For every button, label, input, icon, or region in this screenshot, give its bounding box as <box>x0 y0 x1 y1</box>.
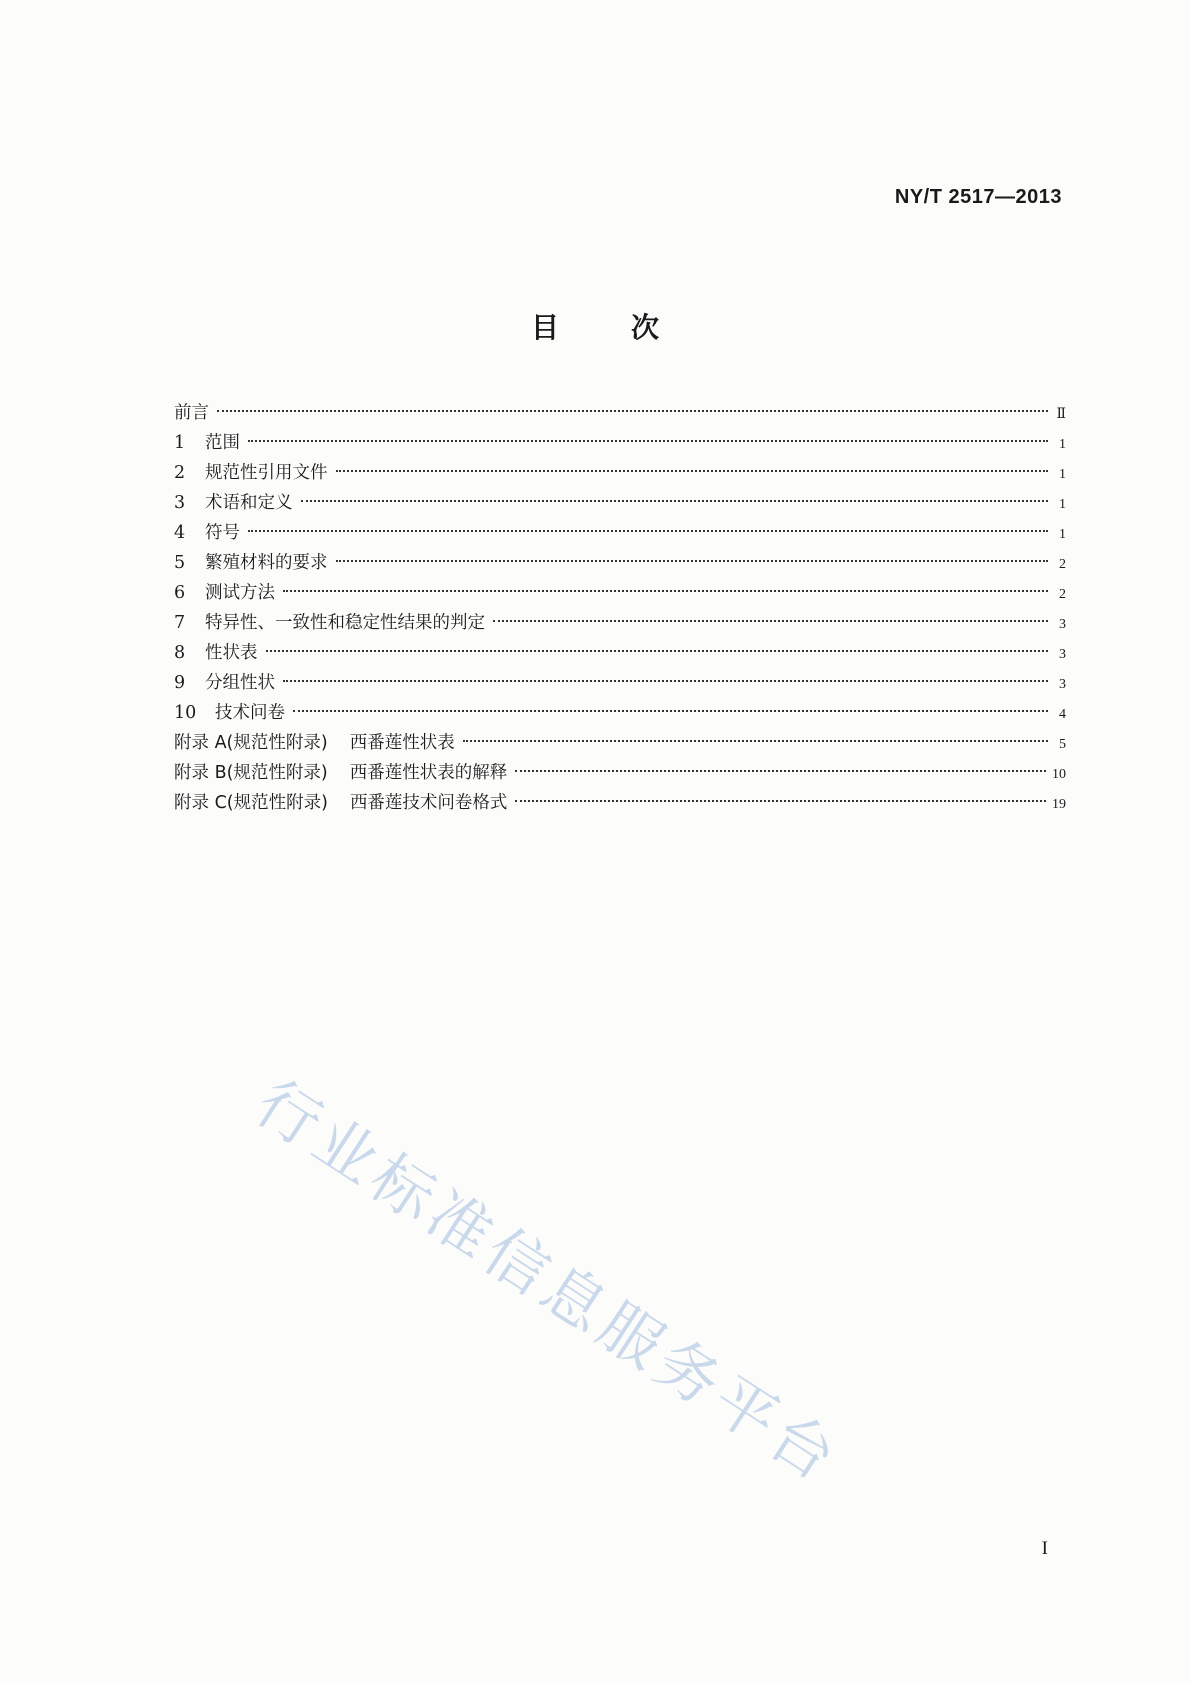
toc-entry-number: 8 <box>174 643 186 663</box>
toc-leader-dots <box>248 530 1048 532</box>
toc-leader-dots <box>283 680 1048 682</box>
toc-entry-label: 附录 B(规范性附录) <box>174 763 328 783</box>
toc-leader-dots <box>217 410 1048 412</box>
toc-entry-subtitle: 西番莲性状表 <box>349 733 455 753</box>
toc-leader-dots <box>493 620 1048 622</box>
toc-title-part2: 次 <box>631 311 660 344</box>
standard-number: NY/T 2517—2013 <box>894 186 1062 208</box>
toc-entry-page: Ⅱ <box>1056 407 1066 422</box>
toc-entry-number: 1 <box>174 433 186 453</box>
toc-entry-page: 2 <box>1059 557 1066 572</box>
toc-entry-2[interactable] <box>174 458 1066 488</box>
toc-entry-number: 9 <box>174 673 186 693</box>
toc-entry-4[interactable] <box>174 518 1066 548</box>
toc-entry-page: 3 <box>1059 617 1066 632</box>
toc-entry-label: 符号 <box>205 523 240 543</box>
toc-leader-dots <box>293 710 1048 712</box>
toc-entry-page: 1 <box>1059 467 1066 482</box>
toc-entry-label: 前言 <box>174 403 209 423</box>
page-number: I <box>1041 1538 1048 1559</box>
toc-entry-page: 2 <box>1059 587 1066 602</box>
toc-entry-subtitle: 西番莲技术问卷格式 <box>349 793 508 813</box>
toc-entry-3[interactable] <box>174 488 1066 518</box>
toc-entry-number: 10 <box>174 703 197 723</box>
toc-leader-dots <box>336 470 1049 472</box>
toc-leader-dots <box>248 440 1048 442</box>
toc-entry-page: 1 <box>1059 527 1066 542</box>
toc-entry-label: 附录 C(规范性附录) <box>174 793 328 813</box>
toc-entry-label: 术语和定义 <box>205 493 293 513</box>
toc-entry-label: 范围 <box>205 433 240 453</box>
toc-entry-page: 1 <box>1059 437 1066 452</box>
toc-entry-label: 测试方法 <box>205 583 275 603</box>
toc-entry-page: 10 <box>1052 767 1066 782</box>
toc-entry-number: 5 <box>174 553 186 573</box>
toc-leader-dots <box>283 590 1048 592</box>
toc-entry-label: 技术问卷 <box>215 703 285 723</box>
toc-entry-label: 规范性引用文件 <box>205 463 328 483</box>
toc-entry-page: 5 <box>1059 737 1066 752</box>
toc-entry-number: 6 <box>174 583 186 603</box>
toc-leader-dots <box>301 500 1049 502</box>
toc-entry-number: 7 <box>174 613 186 633</box>
toc-entry-10[interactable] <box>174 698 1066 728</box>
toc-entry-annex-b[interactable] <box>174 758 1066 788</box>
toc-entry-1[interactable] <box>174 428 1066 458</box>
toc-leader-dots <box>266 650 1049 652</box>
toc-entry-subtitle: 西番莲性状表的解释 <box>349 763 508 783</box>
toc-leader-dots <box>515 800 1046 802</box>
toc-entry-annex-c[interactable] <box>174 788 1066 818</box>
toc-entry-6[interactable] <box>174 578 1066 608</box>
toc-entry-page: 4 <box>1059 707 1066 722</box>
toc-entry-number: 3 <box>174 493 186 513</box>
toc-entry-7[interactable] <box>174 608 1066 638</box>
toc-entry-9[interactable] <box>174 668 1066 698</box>
toc-entry-page: 1 <box>1059 497 1066 512</box>
toc-entry-label: 繁殖材料的要求 <box>205 553 328 573</box>
toc-entry-page: 3 <box>1059 647 1066 662</box>
toc-leader-dots <box>463 740 1048 742</box>
toc-title <box>0 306 1190 346</box>
toc-entry-5[interactable] <box>174 548 1066 578</box>
toc-entry-number: 2 <box>174 463 186 483</box>
toc-entry-8[interactable] <box>174 638 1066 668</box>
watermark: 行业标准信息服务平台 <box>243 1065 854 1498</box>
toc-entry-number: 4 <box>174 523 186 543</box>
toc-title-part1: 目 <box>530 311 559 344</box>
toc-entry-label: 特异性、一致性和稳定性结果的判定 <box>205 613 485 633</box>
toc-entry-label: 附录 A(规范性附录) <box>174 733 328 753</box>
toc-entry-foreword[interactable] <box>174 398 1066 428</box>
toc-entry-page: 19 <box>1052 797 1066 812</box>
toc-entry-annex-a[interactable] <box>174 728 1066 758</box>
toc-leader-dots <box>515 770 1046 772</box>
toc-entry-page: 3 <box>1059 677 1066 692</box>
toc-entry-label: 性状表 <box>205 643 258 663</box>
toc-entry-label: 分组性状 <box>205 673 275 693</box>
toc-leader-dots <box>336 560 1049 562</box>
table-of-contents <box>174 398 1066 818</box>
